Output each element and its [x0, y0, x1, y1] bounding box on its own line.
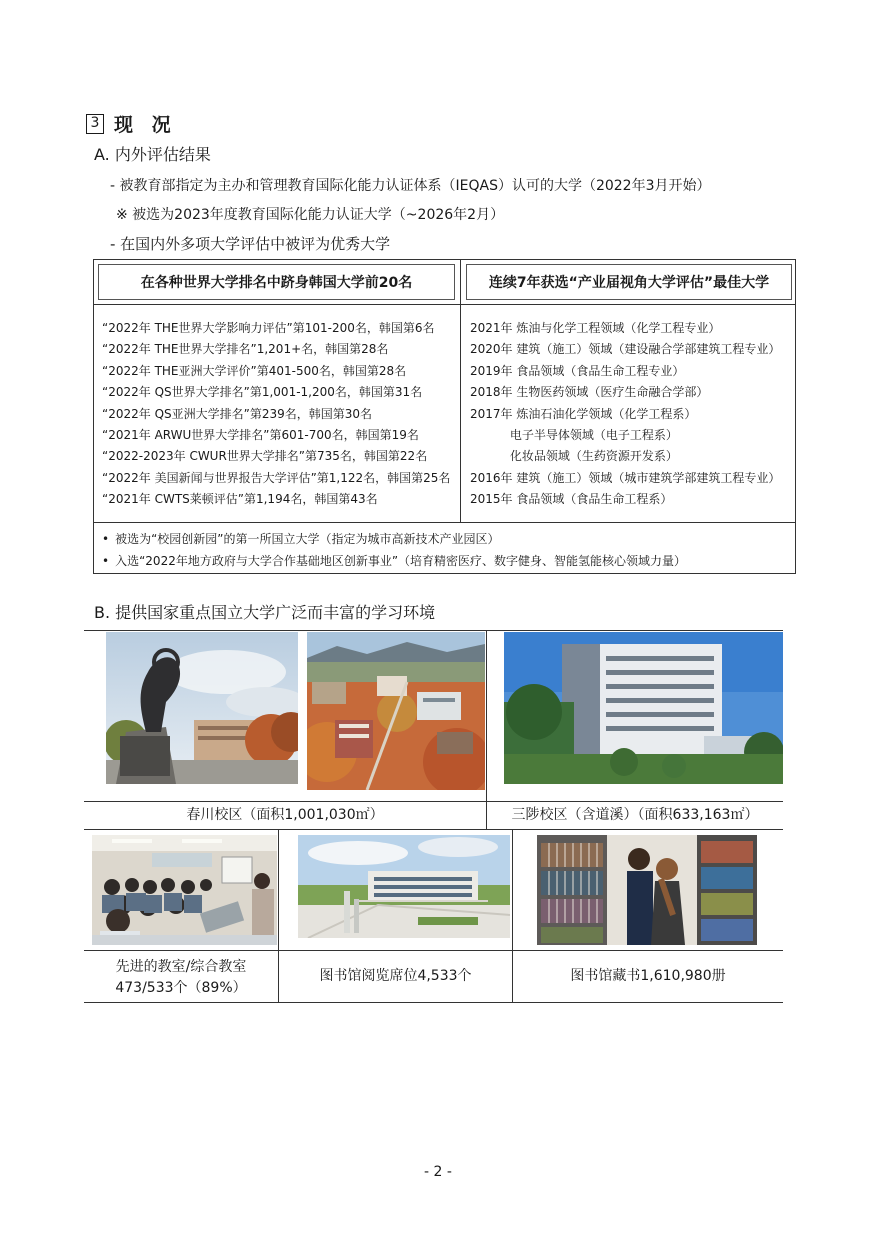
library-stacks-photo [537, 835, 757, 945]
achievements-bullets [102, 528, 686, 572]
world-rankings-list [102, 318, 450, 511]
heading-b: B. 提供国家重点国立大学广泛而丰富的学习环境 [94, 603, 436, 622]
section-number-box: 3 [86, 114, 104, 134]
heading-a: A. 内外评估结果 [94, 145, 211, 164]
column-divider [460, 260, 461, 522]
ranking-table [93, 259, 796, 574]
excellence-line: - 在国内外多项大学评估中被评为优秀大学 [110, 235, 391, 253]
list-item: “2022年 美国新闻与世界报告大学评估”第1,122名，韩国第25名 [102, 470, 451, 485]
list-item: 2015年 食品领域（食品生命工程系） [470, 492, 673, 507]
list-item: “2022年 THE亚洲大学评价”第401-500名，韩国第28名 [102, 363, 407, 378]
ieqas-line: - 被教育部指定为主办和管理教育国际化能力认证体系（IEQAS）认可的大学（2022年3月开始） [110, 178, 711, 194]
statue-photo [106, 632, 298, 784]
bullet-icon: • [102, 554, 110, 568]
right-column-header: 连续7年获选“产业届视角大学评估”最佳大学 [466, 264, 792, 300]
list-item: “2022年 QS亚洲大学排名”第239名，韩国第30名 [102, 406, 373, 421]
bullets-divider [94, 522, 795, 523]
seats-caption: 图书馆阅览席位4,533个 [319, 968, 472, 984]
list-item: “2022年 QS世界大学排名”第1,001-1,200名，韩国第31名 [102, 385, 423, 400]
classroom-photo [92, 835, 277, 945]
list-item: 2018年 生物医药领域（医疗生命融合学部） [470, 385, 709, 400]
page-number: - 2 - [424, 1164, 452, 1180]
left-column-header: 在各种世界大学排名中跻身韩国大学前20名 [98, 264, 455, 300]
campus-photo-grid [84, 630, 783, 1003]
list-item: 2020年 建筑（施工）领域（建设融合学部建筑工程专业） [470, 342, 781, 357]
aerial-campus-photo [307, 632, 485, 790]
list-item: “2021年 CWTS莱顿评估”第1,194名，韩国第43名 [102, 492, 378, 507]
industry-evaluation-list [470, 318, 780, 511]
list-item: 2021年 炼油与化学工程领域（化学工程专业） [470, 321, 721, 335]
list-item: “2022年 THE世界大学影响力评估”第101-200名，韩国第6名 [102, 321, 435, 335]
list-item: 2017年 炼油石油化学领域（化学工程系） [470, 406, 697, 421]
bullet-icon: • [102, 532, 110, 546]
samcheok-caption: 三陟校区（含道溪）（面积633,163㎡） [511, 807, 759, 823]
list-item: “2022年 THE世界大学排名”1,201+名，韩国第28名 [102, 342, 389, 357]
list-item: 电子半导体领域（电子工程系） [470, 428, 678, 443]
list-item: “2021年 ARWU世界大学排名”第601-700名，韩国第19名 [102, 428, 419, 443]
section-title [86, 110, 177, 137]
chuncheon-caption: 春川校区（面积1,001,030㎡） [186, 807, 384, 823]
bullet-item: • 被选为“校园创新园”的第一所国立大学（指定为城市高新技术产业园区） [102, 532, 500, 546]
header-divider [94, 304, 795, 305]
list-item: 2016年 建筑（施工）领域（城市建筑学部建筑工程专业） [470, 470, 781, 485]
classroom-caption: 先进的教室/综合教室 473/533个（89%） [115, 959, 247, 996]
books-caption: 图书馆藏书1,610,980册 [570, 968, 726, 984]
bullet-item: • 入选“2022年地方政府与大学合作基础地区创新事业”（培育精密医疗、数字健身、智能氢能核心领域力量） [102, 554, 687, 568]
samcheok-building-photo [504, 632, 783, 784]
section-title-text: 现 况 [114, 114, 177, 136]
list-item: 化妆品领域（生药资源开发系） [470, 449, 678, 464]
library-exterior-photo [298, 835, 510, 938]
certification-note: ※ 被选为2023年度教育国际化能力认证大学（~2026年2月） [116, 207, 505, 223]
list-item: 2019年 食品领域（食品生命工程专业） [470, 363, 685, 378]
list-item: “2022-2023年 CWUR世界大学排名”第735名，韩国第22名 [102, 449, 428, 464]
